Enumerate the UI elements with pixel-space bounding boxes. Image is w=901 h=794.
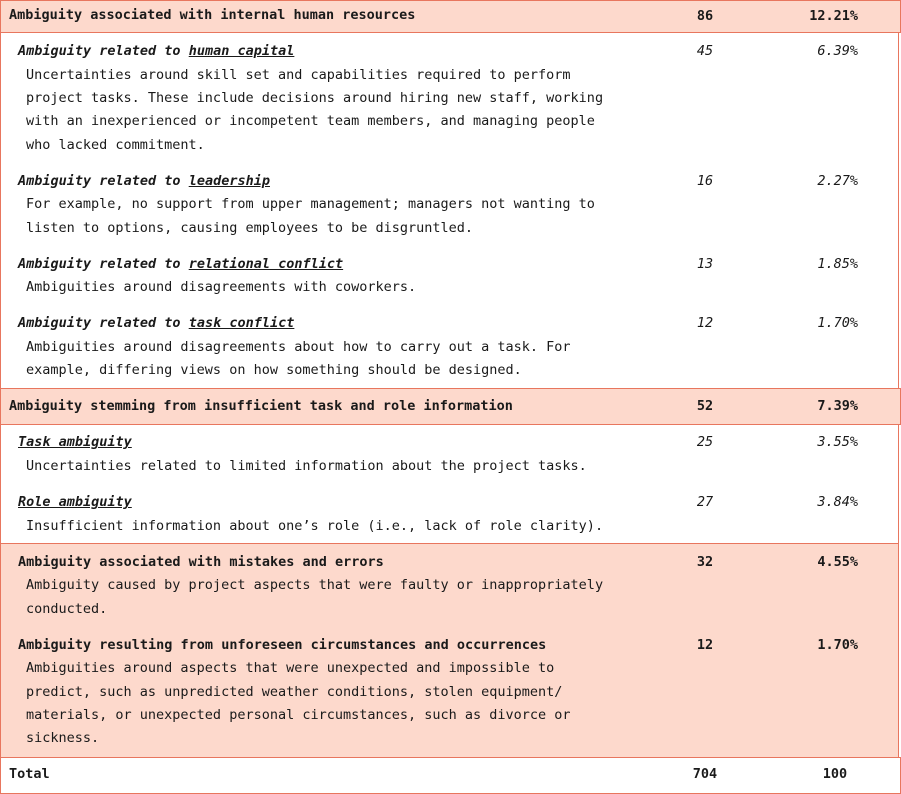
description-line: listen to options, causing employees to be disgruntled.: [26, 220, 474, 236]
subcategory-percent: 3.84%: [817, 494, 858, 510]
subcategory-term: leadership: [188, 173, 270, 189]
category-label: Ambiguity stemming from insufficient task and role information: [9, 398, 513, 414]
description-line: Ambiguities around aspects that were unexpected and impossible to: [26, 660, 555, 676]
subcategory-title: [18, 253, 343, 276]
description-line: project tasks. These include decisions around hiring new staff, working: [26, 90, 604, 106]
subcategory-count: 12: [696, 315, 714, 331]
description-line: materials, or unexpected personal circumstances, such as divorce or: [26, 707, 571, 723]
subcategory-prefix: Ambiguity related to: [18, 256, 189, 272]
subcategory-prefix: Ambiguity related to: [18, 315, 189, 331]
description-line: example, differing views on how something should be designed.: [26, 362, 522, 378]
subcategory-prefix: Ambiguity related to: [18, 173, 189, 189]
category-label: Ambiguity associated with mistakes and errors: [18, 554, 384, 570]
subcategory-prefix: Ambiguity related to: [18, 43, 189, 59]
description-line: Uncertainties related to limited information about the project tasks.: [26, 458, 587, 474]
subcategory-count: 27: [696, 494, 714, 510]
description-line: Uncertainties around skill set and capabilities required to perform: [26, 67, 571, 83]
subcategory-count: 25: [696, 434, 714, 450]
description-line: with an inexperienced or incompetent team members, and managing people: [26, 113, 595, 129]
subcategory-title: [18, 431, 132, 454]
subcategory-title: [18, 40, 294, 63]
category-label: Ambiguity resulting from unforeseen circumstances and occurrences: [18, 637, 547, 653]
total-count: 704: [692, 766, 718, 782]
description-line: Ambiguities around disagreements with coworkers.: [26, 279, 417, 295]
total-label: Total: [9, 766, 50, 782]
category-count: 12: [696, 637, 714, 653]
category-percent: 12.21%: [809, 8, 858, 24]
subcategory-term: human capital: [188, 43, 295, 59]
description-line: conducted.: [26, 601, 108, 617]
subcategory-title: [18, 312, 294, 335]
subcategory-title: [18, 491, 132, 514]
description-line: who lacked commitment.: [26, 137, 205, 153]
subcategory-count: 16: [696, 173, 714, 189]
category-count: 32: [696, 554, 714, 570]
subcategory-term: task conflict: [188, 315, 295, 331]
category-label: Ambiguity associated with internal human resources: [9, 7, 416, 23]
total-percent: 100: [822, 766, 848, 782]
category-count: 86: [696, 8, 714, 24]
description-line: predict, such as unpredicted weather conditions, stolen equipment/: [26, 684, 563, 700]
subcategory-percent: 2.27%: [817, 173, 858, 189]
subcategory-title: [18, 170, 270, 193]
description-line: Ambiguity caused by project aspects that were faulty or inappropriately: [26, 577, 604, 593]
description-line: sickness.: [26, 730, 100, 746]
description-line: For example, no support from upper management; managers not wanting to: [26, 196, 595, 212]
category-percent: 1.70%: [817, 637, 858, 653]
category-percent: 4.55%: [817, 554, 858, 570]
subcategory-count: 45: [696, 43, 714, 59]
category-percent: 7.39%: [817, 398, 858, 414]
subcategory-percent: 1.70%: [817, 315, 858, 331]
subcategory-percent: 1.85%: [817, 256, 858, 272]
subcategory-count: 13: [696, 256, 714, 272]
subcategory-percent: 6.39%: [817, 43, 858, 59]
category-count: 52: [696, 398, 714, 414]
description-line: Ambiguities around disagreements about how to carry out a task. For: [26, 339, 571, 355]
subcategory-percent: 3.55%: [817, 434, 858, 450]
subcategory-term: Role ambiguity: [18, 494, 132, 510]
subcategory-term: Task ambiguity: [18, 434, 132, 450]
subcategory-term: relational conflict: [188, 256, 344, 272]
description-line: Insufficient information about one’s role (i.e., lack of role clarity).: [26, 518, 604, 534]
